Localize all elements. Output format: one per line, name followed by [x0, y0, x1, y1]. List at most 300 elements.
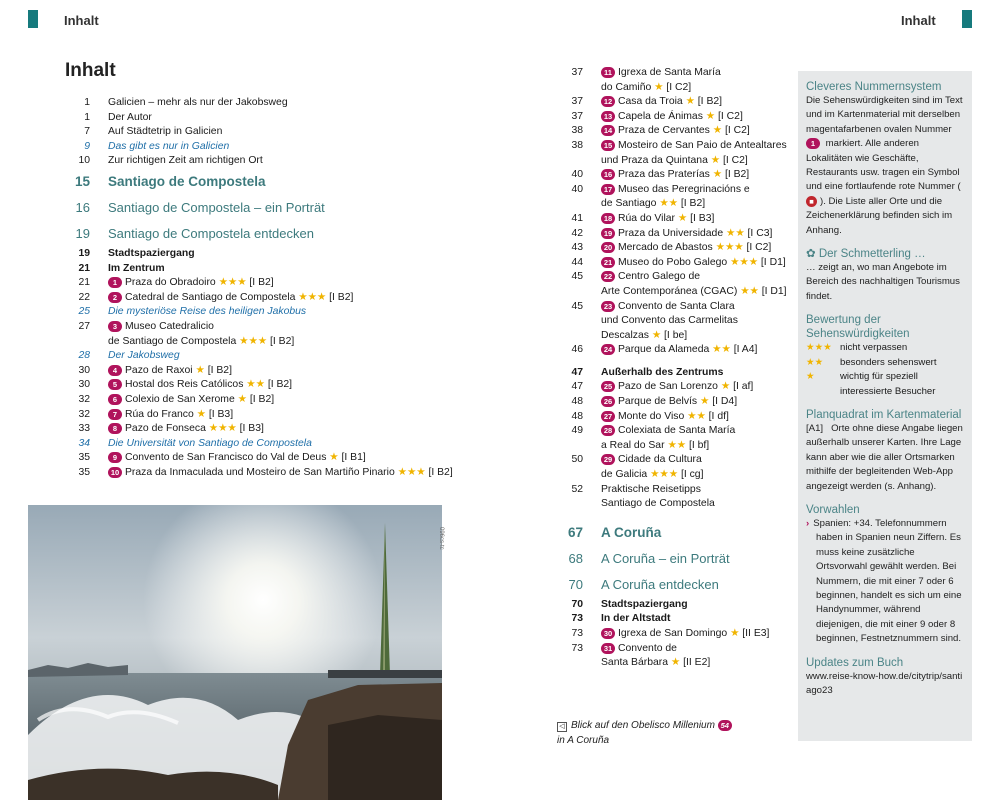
- toc-entry[interactable]: [64, 408, 464, 423]
- toc-page-number: 67: [567, 524, 583, 540]
- numbering-text-b: markiert. Alle anderen Lokalitäten wie Geschäfte, Restaurants usw. tragen ein Symbol und eine fortlaufende rote Nummer (: [806, 138, 961, 193]
- toc-entry-title: Praktische Reisetipps: [601, 483, 701, 495]
- toc-entry[interactable]: [64, 154, 464, 169]
- sight-marker: 21: [601, 257, 615, 268]
- toc-entry-title: In der Altstadt: [601, 613, 671, 625]
- toc-entry-text: [601, 343, 757, 358]
- toc-page-number: 30: [78, 364, 90, 376]
- toc-entry-text: [601, 572, 719, 598]
- map-grid-ref: [I C2]: [746, 242, 772, 254]
- toc-page-number: 41: [571, 212, 583, 224]
- toc-page-number: 47: [571, 366, 583, 378]
- sidebar-text-butterfly: … zeigt an, wo man Angebote im Bereich des nachhaltigen Tourismus findet.: [806, 262, 960, 302]
- toc-entry-text: [108, 221, 314, 247]
- toc-page-number: 28: [78, 350, 90, 362]
- toc-entry[interactable]: [557, 314, 787, 329]
- toc-entry[interactable]: [64, 247, 464, 262]
- toc-page-number: 70: [568, 576, 583, 592]
- toc-page-number: 30: [78, 379, 90, 391]
- toc-entry[interactable]: [557, 227, 787, 242]
- toc-entry-title: Galicien – mehr als nur der Jakobsweg: [108, 97, 288, 108]
- toc-entry-text: [108, 393, 274, 408]
- toc-entry[interactable]: [557, 468, 787, 483]
- toc-page-number: 45: [571, 300, 583, 312]
- rating-meaning: nicht verpassen: [840, 342, 908, 354]
- toc-entry-title: Praza do Obradoiro: [125, 277, 216, 289]
- toc-entry-title: Stadtspaziergang: [108, 247, 195, 259]
- rating-stars: ★★★: [239, 335, 268, 347]
- rating-stars: ★★: [806, 356, 824, 368]
- toc-entry-title: Convento de Santa Clara: [618, 300, 735, 312]
- map-grid-ref: [I D1]: [761, 285, 787, 297]
- toc-entry[interactable]: [557, 627, 787, 642]
- toc-entry[interactable]: [557, 642, 787, 657]
- toc-entry-title: Auf Städtetrip in Galicien: [108, 126, 223, 138]
- toc-entry[interactable]: [64, 276, 464, 291]
- sidebar-title-updates: Updates zum Buch: [806, 656, 904, 669]
- toc-entry-text: [108, 305, 306, 320]
- sidebar-title-rating: Bewertung der Sehenswürdigkeiten: [806, 314, 910, 341]
- toc-entry[interactable]: [557, 598, 787, 613]
- toc-page-number: 37: [571, 96, 583, 108]
- butterfly-title-text: Der Schmetterling …: [818, 248, 926, 261]
- map-grid-ref: [I B2]: [329, 291, 354, 303]
- sight-marker: 9: [108, 452, 122, 463]
- rating-stars: ★: [670, 657, 681, 669]
- toc-entry[interactable]: [557, 95, 787, 110]
- toc-entry-title: Parque da Alameda: [618, 344, 710, 356]
- toc-entry-text: [601, 483, 701, 498]
- toc-entry[interactable]: [557, 66, 787, 81]
- toc-entry-title: Im Zentrum: [108, 262, 165, 274]
- toc-entry[interactable]: [64, 466, 464, 481]
- map-grid-ref: [I B2]: [249, 277, 274, 289]
- rating-stars: ★: [651, 329, 662, 341]
- toc-page-number: 73: [571, 628, 583, 639]
- toc-entry[interactable]: [557, 395, 787, 410]
- sight-marker: 12: [601, 96, 615, 107]
- numbering-text-c: ). Die Liste aller Orte und die Zeichenerklärung befinden sich im Anhang.: [806, 195, 953, 236]
- rating-stars: ★★: [712, 344, 731, 356]
- toc-entry[interactable]: [64, 169, 464, 195]
- toc-page-number: 38: [571, 125, 583, 137]
- toc-entry[interactable]: [557, 183, 787, 198]
- rating-stars: ★: [677, 212, 688, 224]
- toc-entry-text: [601, 81, 691, 96]
- toc-entry[interactable]: [557, 572, 787, 598]
- toc-entry-title: Der Autor: [108, 111, 152, 123]
- toc-entry-title: Der Jakobsweg: [108, 350, 180, 362]
- rating-stars: ★★★: [730, 256, 759, 268]
- toc-left-column: [64, 96, 464, 480]
- sidebar-text-numbering: [806, 94, 964, 238]
- info-sidebar: [798, 71, 972, 741]
- toc-entry[interactable]: [64, 221, 464, 247]
- toc-entry-title: Colexiata de Santa María: [618, 425, 736, 437]
- toc-entry-text: [108, 451, 366, 466]
- grid-text: Orte ohne diese Angabe liegen außerhalb unserer Karten. Ihre Lage kann aber wie die aller Ortsmarken mithilfe der begleitenden Web-App angezeigt werden (s. Anhang).: [806, 422, 963, 492]
- toc-entry[interactable]: [64, 393, 464, 408]
- toc-entry[interactable]: [557, 439, 787, 454]
- map-grid-ref: [I be]: [664, 329, 688, 341]
- sidebar-title-dialing: Vorwahlen: [806, 503, 860, 516]
- toc-entry-title: a Real do Sar: [601, 439, 665, 451]
- toc-entry[interactable]: [557, 483, 787, 498]
- toc-entry-title: und Convento das Carmelitas: [601, 315, 738, 327]
- page-number-right: 3: [941, 14, 948, 28]
- toc-entry[interactable]: [64, 305, 464, 320]
- toc-entry-title: do Camiño: [601, 81, 652, 93]
- sight-marker: 11: [601, 67, 615, 78]
- toc-entry[interactable]: [557, 410, 787, 425]
- toc-entry[interactable]: [557, 300, 787, 315]
- sight-marker: 30: [601, 628, 615, 639]
- sight-marker: 23: [601, 301, 615, 312]
- toc-entry[interactable]: [64, 195, 464, 221]
- toc-entry[interactable]: [557, 197, 787, 212]
- toc-entry-text: [108, 111, 152, 126]
- toc-page-number: 7: [84, 126, 90, 138]
- sight-marker: 3: [108, 321, 122, 332]
- toc-entry-text: [601, 656, 710, 671]
- toc-entry-text: [601, 124, 750, 139]
- toc-entry-title: Mosteiro de San Paio de Antealtares: [618, 139, 787, 151]
- sight-marker: 27: [601, 411, 615, 422]
- toc-entry[interactable]: [64, 291, 464, 306]
- sight-marker: 26: [601, 396, 615, 407]
- toc-entry[interactable]: [557, 380, 787, 395]
- map-grid-ref: [I B2]: [249, 393, 275, 405]
- toc-entry[interactable]: [557, 424, 787, 439]
- map-grid-ref: [I D1]: [760, 256, 786, 268]
- rating-stars: ★: [700, 396, 710, 408]
- toc-entry-title: Convento de San Francisco do Val de Deus: [125, 452, 327, 464]
- toc-page-number: 32: [78, 408, 90, 420]
- toc-entry-title: Santiago de Compostela: [601, 498, 715, 510]
- rating-stars: ★: [806, 371, 815, 383]
- sight-marker: 14: [601, 125, 615, 136]
- rating-stars: ★★: [740, 285, 759, 297]
- toc-entry-text: [601, 197, 705, 212]
- toc-entry[interactable]: [557, 343, 787, 358]
- toc-entry-title: Descalzas: [601, 329, 649, 341]
- sight-marker: 8: [108, 423, 122, 434]
- sight-marker: 20: [601, 242, 615, 253]
- rating-meaning: besonders sehenswert: [840, 356, 937, 368]
- toc-entry-text: [601, 546, 730, 572]
- sidebar-title-grid: Planquadrat im Kartenmaterial: [806, 408, 962, 421]
- toc-page-number: 40: [571, 169, 583, 181]
- caption-line-1: Blick auf den Obelisco Millenium: [571, 720, 715, 731]
- toc-entry[interactable]: [557, 453, 787, 468]
- sight-marker: 1: [108, 277, 122, 288]
- map-grid-ref: [I B3]: [208, 408, 234, 420]
- toc-entry-text: [108, 169, 266, 195]
- toc-entry[interactable]: [557, 241, 787, 256]
- toc-entry-text: [601, 410, 729, 425]
- toc-entry-text: [601, 139, 787, 154]
- toc-page-number: 48: [571, 396, 583, 408]
- obelisk-photo: [28, 505, 442, 800]
- toc-entry-title: Außerhalb des Zentrums: [601, 366, 724, 378]
- toc-entry-title: Zur richtigen Zeit am richtigen Ort: [108, 155, 263, 167]
- sight-marker: 7: [108, 409, 122, 420]
- toc-entry-title: Museo do Pobo Galego: [618, 256, 728, 268]
- toc-entry-text: [108, 422, 264, 437]
- running-header-right: Inhalt: [901, 13, 936, 28]
- toc-entry[interactable]: [557, 270, 787, 285]
- rating-stars: ★★: [246, 379, 265, 391]
- toc-entry-title: Santiago de Compostela: [108, 173, 266, 189]
- rating-stars: ★: [237, 393, 247, 405]
- toc-entry-text: [601, 212, 714, 227]
- toc-page-number: 45: [571, 271, 583, 283]
- toc-entry[interactable]: [557, 285, 787, 300]
- toc-entry-text: [601, 168, 749, 183]
- toc-entry-title: Parque de Belvís: [618, 396, 698, 408]
- toc-page-number: 1: [84, 111, 90, 123]
- dialing-text: Spanien: +34. Telefonnummern haben in Spanien neun Ziffern. Es muss keine zusätzliche Ortsvorwahl gewählt werden. Bei Nummern, die mit einer 7 oder 6 beginnen, handelt es sich um eine Handynummer, während diejenigen, die mit einer 9 oder 8 beginnen, Festnetznummern sind.: [813, 517, 962, 645]
- rating-stars: ★: [720, 381, 731, 393]
- sight-marker: 16: [601, 169, 615, 180]
- toc-entry-text: [601, 468, 703, 483]
- map-grid-ref: [I B2]: [207, 364, 232, 376]
- toc-entry-title: Arte Contemporánea (CGAC): [601, 285, 738, 297]
- numbering-text-a: Die Sehenswürdigkeiten sind im Text und im Kartenmaterial mit derselben magentafarbenen ovalen Nummer: [806, 95, 963, 135]
- rating-stars: ★★★: [806, 342, 832, 354]
- map-grid-ref: [I C3]: [747, 227, 773, 239]
- map-grid-ref: [I C2]: [666, 81, 692, 93]
- caption-line-2: in A Coruña: [557, 735, 610, 746]
- toc-entry-text: [601, 598, 688, 613]
- toc-page-number: 27: [78, 320, 90, 332]
- toc-entry-title: de Galicia: [601, 469, 648, 481]
- sight-marker: 13: [601, 111, 615, 122]
- sight-marker: 2: [108, 292, 122, 303]
- toc-page-number: 19: [75, 225, 90, 241]
- toc-page-number: 32: [78, 393, 90, 405]
- butterfly-icon: ✿: [806, 248, 816, 261]
- rating-legend-item: [806, 356, 964, 370]
- toc-entry-text: [601, 642, 677, 657]
- toc-entry-text: [108, 276, 274, 291]
- toc-entry-title: Catedral de Santiago de Compostela: [125, 291, 296, 303]
- toc-entry[interactable]: [557, 124, 787, 139]
- sidebar-updates-link[interactable]: www.reise-know-how.de/citytrip/santiago23: [806, 670, 963, 696]
- sidebar-text-dialing: [806, 517, 964, 647]
- toc-page-number: 25: [78, 306, 90, 318]
- rating-stars: ★★: [726, 227, 745, 239]
- toc-entry-title: Cidade da Cultura: [618, 454, 702, 466]
- toc-entry[interactable]: [557, 520, 787, 546]
- sight-marker: 29: [601, 454, 615, 465]
- toc-entry[interactable]: [64, 262, 464, 277]
- toc-entry[interactable]: [557, 256, 787, 271]
- toc-entry-title: Santa Bárbara: [601, 657, 669, 669]
- toc-entry[interactable]: [557, 110, 787, 125]
- page-title: Inhalt: [65, 60, 116, 81]
- sight-marker: 31: [601, 643, 615, 654]
- toc-entry-text: [108, 262, 165, 277]
- toc-entry-title: A Coruña: [601, 524, 662, 540]
- toc-entry-text: [601, 300, 735, 315]
- red-number-icon: ■: [806, 196, 817, 207]
- sight-marker: 17: [601, 184, 615, 195]
- map-grid-ref: [I B1]: [341, 452, 366, 464]
- toc-entry[interactable]: [64, 111, 464, 126]
- toc-entry-title: Museo das Peregrinacións e: [618, 183, 750, 195]
- toc-entry-text: [108, 320, 214, 335]
- toc-page-number: 46: [571, 344, 583, 356]
- toc-entry-title: Praza de Cervantes: [618, 125, 710, 137]
- toc-entry[interactable]: [64, 140, 464, 155]
- grid-code: [A1]: [806, 422, 824, 434]
- toc-entry[interactable]: [64, 125, 464, 140]
- toc-page-number: 68: [568, 550, 583, 566]
- rating-stars: ★: [730, 628, 740, 639]
- rating-stars: ★: [195, 364, 205, 376]
- toc-entry-title: Rúa do Franco: [125, 408, 194, 420]
- toc-entry-text: [601, 95, 722, 110]
- rating-stars: ★: [329, 452, 339, 464]
- toc-page-number: 44: [571, 256, 583, 268]
- sight-marker: 10: [108, 467, 122, 478]
- toc-entry-text: [108, 408, 233, 423]
- toc-page-number: 35: [78, 466, 90, 478]
- toc-entry[interactable]: [64, 378, 464, 393]
- toc-entry-text: [601, 329, 687, 344]
- toc-entry-title: Colexio de San Xerome: [125, 393, 235, 405]
- toc-entry[interactable]: [557, 656, 787, 671]
- toc-entry[interactable]: [557, 81, 787, 96]
- toc-entry-text: [108, 349, 180, 364]
- toc-entry-title: Convento de: [618, 642, 677, 654]
- map-grid-ref: [I B2]: [428, 466, 453, 478]
- toc-entry-text: [601, 520, 661, 546]
- toc-entry-text: [108, 335, 294, 350]
- toc-page-number: 50: [571, 454, 583, 466]
- map-grid-ref: [II E2]: [683, 657, 711, 669]
- toc-entry-title: Museo Catedralicio: [125, 320, 214, 332]
- map-grid-ref: [II E3]: [742, 628, 770, 639]
- toc-entry[interactable]: [557, 154, 787, 169]
- toc-page-number: 49: [571, 425, 583, 437]
- toc-entry-text: [601, 285, 787, 300]
- toc-entry-text: [601, 439, 709, 454]
- page-number-left: 2: [53, 14, 60, 28]
- toc-page-number: 73: [571, 613, 583, 625]
- toc-entry-title: Praza da Universidade: [618, 227, 724, 239]
- map-grid-ref: [I cg]: [680, 469, 704, 481]
- sight-marker: 4: [108, 365, 122, 376]
- toc-page-number: 35: [78, 452, 90, 464]
- rating-stars: ★★: [667, 439, 687, 451]
- toc-entry[interactable]: [64, 437, 464, 452]
- toc-page-number: 34: [78, 437, 90, 449]
- map-grid-ref: [I B3]: [690, 212, 715, 224]
- map-grid-ref: [I C2]: [718, 110, 743, 122]
- toc-entry[interactable]: [557, 212, 787, 227]
- toc-entry[interactable]: [64, 335, 464, 350]
- toc-entry[interactable]: [557, 168, 787, 183]
- toc-entry[interactable]: [64, 349, 464, 364]
- rating-stars: ★: [710, 154, 721, 166]
- toc-entry-text: [601, 380, 753, 395]
- toc-page-number: 16: [75, 199, 90, 215]
- toc-entry[interactable]: [557, 329, 787, 344]
- sight-marker: 22: [601, 271, 615, 282]
- map-grid-ref: [I A4]: [733, 344, 758, 356]
- toc-entry-text: [601, 270, 700, 285]
- rating-stars: ★: [705, 110, 716, 122]
- rating-stars: ★★★: [298, 291, 327, 303]
- toc-page-number: 47: [571, 381, 583, 393]
- toc-entry[interactable]: [557, 139, 787, 154]
- toc-entry[interactable]: [64, 364, 464, 379]
- page-tab-left: [28, 10, 38, 28]
- toc-entry[interactable]: [64, 320, 464, 335]
- toc-entry-title: Praza da Inmaculada und Mosteiro de San Martiño Pinario: [125, 466, 395, 478]
- toc-entry-text: [108, 466, 453, 481]
- toc-entry-title: Praza das Praterías: [618, 169, 710, 181]
- map-grid-ref: [I bf]: [688, 439, 710, 451]
- rating-legend-item: [806, 341, 964, 355]
- toc-entry[interactable]: [557, 546, 787, 572]
- toc-entry-text: [601, 256, 786, 271]
- toc-entry-title: Die Universität von Santiago de Compostela: [108, 437, 312, 449]
- toc-entry[interactable]: [64, 451, 464, 466]
- toc-page-number: 38: [571, 139, 583, 151]
- rating-stars: ★★: [659, 198, 678, 210]
- toc-page-number: 52: [571, 483, 583, 495]
- chevron-right-icon: ›: [806, 517, 810, 529]
- toc-entry-title: Das gibt es nur in Galicien: [108, 140, 230, 152]
- toc-entry-text: [601, 627, 769, 642]
- toc-spacer: [557, 358, 787, 366]
- toc-page-number: 19: [78, 247, 90, 259]
- sidebar-title-butterfly: [806, 247, 964, 261]
- toc-entry-text: [108, 364, 232, 379]
- toc-entry[interactable]: [557, 366, 787, 381]
- page-tab-right: [962, 10, 972, 28]
- toc-page-number: 70: [571, 598, 583, 610]
- toc-page-number: 40: [571, 183, 583, 195]
- sidebar-text-grid: [806, 422, 964, 494]
- rating-stars: ★★★: [397, 466, 426, 478]
- obelisk-photo-image: [28, 505, 442, 800]
- toc-entry-title: Santiago de Compostela entdecken: [108, 225, 314, 241]
- rating-legend: [806, 341, 964, 399]
- toc-entry[interactable]: [64, 422, 464, 437]
- map-grid-ref: [I B2]: [724, 169, 750, 181]
- toc-entry[interactable]: [64, 96, 464, 111]
- rating-meaning: wichtig für speziell interessierte Besucher: [840, 371, 936, 397]
- toc-entry-text: [601, 453, 702, 468]
- toc-entry-text: [601, 395, 737, 410]
- toc-entry-text: [108, 378, 292, 393]
- toc-page-number: 43: [571, 242, 583, 254]
- toc-entry-text: [601, 110, 743, 125]
- toc-page-number: 10: [78, 155, 90, 167]
- map-grid-ref: [I af]: [733, 381, 754, 393]
- toc-entry-text: [601, 154, 748, 169]
- toc-entry-title: A Coruña – ein Porträt: [601, 550, 730, 566]
- toc-entry-title: Die mysteriöse Reise des heiligen Jakobus: [108, 306, 307, 318]
- toc-entry-text: [601, 497, 715, 512]
- toc-entry[interactable]: [557, 612, 787, 627]
- map-grid-ref: [I B2]: [267, 379, 293, 391]
- toc-entry[interactable]: [557, 497, 787, 512]
